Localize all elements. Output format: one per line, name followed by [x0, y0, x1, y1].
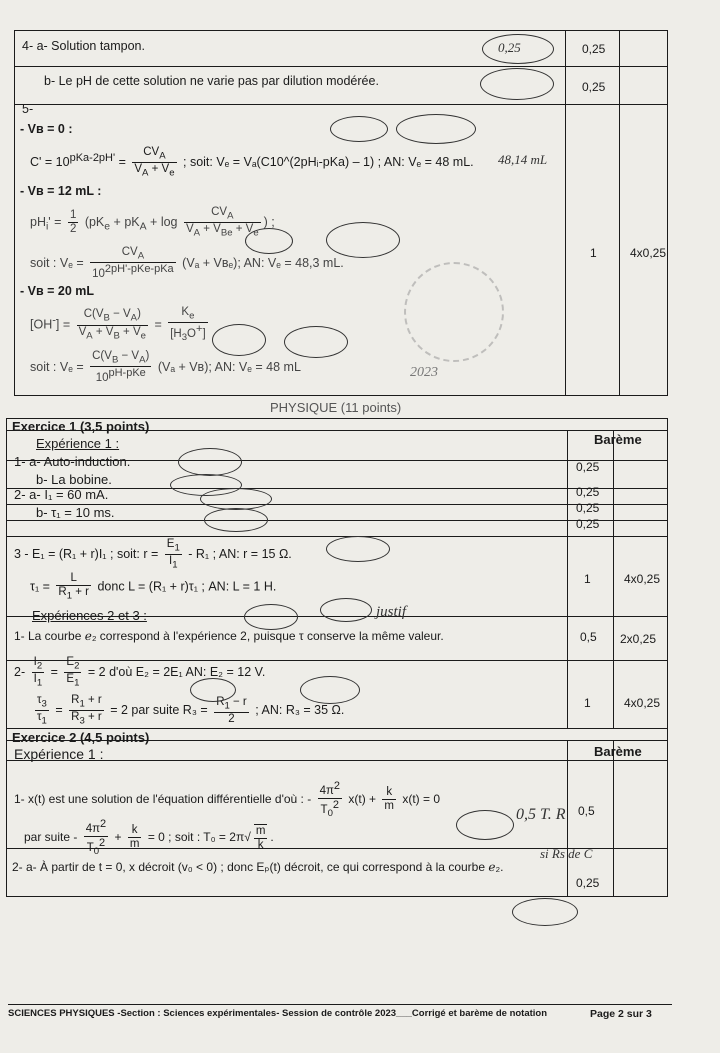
q5-detail: 4x0,25: [630, 246, 667, 260]
grader-circle: [190, 678, 236, 702]
ex1-q1a: 1- a- Auto-induction.: [14, 454, 131, 469]
grader-side-note: 48,14 mL: [498, 152, 548, 167]
q4b-mark: 0,25: [582, 80, 606, 94]
vb20-soit-equation: soit : Vₑ = $\frac{C(V_B - V_A)}{10^{pH-pKe}}$ (Vₐ + Vʙ); AN: Vₑ = 48 mL: [30, 350, 301, 385]
ex1-qb2-line2: $\frac{\tau_3}{\tau_1}$ = $\frac{R_1 + r}{R_3 + r}$ = 2 par suite R₃ = $\frac{R_1 - r}{2}$ ; AN: R₃ = 35 Ω.: [37, 694, 345, 727]
vb0-soit: ; soit: Vₑ = Vₐ(C10^(2pHᵢ-pKa) – 1) ; AN: Vₑ = 48 mL.: [183, 155, 474, 170]
grader-circle: [326, 222, 400, 258]
ex1-q3-mark: 1: [584, 572, 591, 586]
ex2-q1-mark: 0,5: [578, 804, 595, 818]
ex2-exp1: Expérience 1 :: [14, 746, 104, 762]
grader-circle: [512, 898, 578, 926]
ex1-q3-line2: τ₁ = $\frac{L}{R_1 + r}$ donc L = (R₁ + r)τ₁ ; AN: L = 1 H.: [30, 572, 277, 602]
physique-title: PHYSIQUE (11 points): [270, 400, 402, 415]
grader-circle: [212, 324, 266, 356]
exercise1-bareme: Barème: [594, 432, 642, 447]
grader-circle: [178, 448, 242, 476]
ex2-q1-line2: par suite - $\frac{4\pi^2}{T_0^2}$ + $\frac{k}{m}$ = 0 ; soit : T₀ = 2π√ $\frac{m}{k}$ .: [24, 818, 274, 857]
exercise2-title: Exercice 2 (4,5 points): [12, 730, 150, 745]
ex1-q1a-mark: 0,25: [576, 460, 600, 474]
ex1-qb1-detail: 2x0,25: [620, 632, 657, 646]
q4b-text: b- Le pH de cette solution ne varie pas par dilution modérée.: [44, 74, 379, 88]
vb20-label: - Vʙ = 20 mL: [20, 284, 95, 298]
exercise2-bareme: Barème: [594, 744, 642, 759]
vb12-label: - Vʙ = 12 mL :: [20, 184, 102, 198]
grader-circle: [456, 810, 514, 840]
ex2-q2a-mark: 0,25: [576, 876, 600, 890]
ex1-qb1-mark: 0,5: [580, 630, 597, 644]
ex1-q2a-mark: 0,25: [576, 501, 600, 515]
ex1-q2a: 2- a- I₁ = 60 mA.: [14, 487, 109, 502]
footer-left: SCIENCES PHYSIQUES -Section : Sciences expérimentales- Session de contrôle 2023___Corrigé et barème de notation: [8, 1008, 548, 1019]
grader-side-note: justif: [376, 604, 407, 620]
grader-circle: [330, 116, 388, 142]
vb0-fraction: $\frac{CV_A}{V_A + V_e}$: [134, 146, 175, 179]
grader-circle: [284, 326, 348, 358]
ex1-q2b-mark: 0,25: [576, 517, 600, 531]
ex2-q2a: 2- a- À partir de t = 0, x décroit (v₀ < 0) ; donc Eₚ(t) décroit, ce qui correspond à la courbe ℯ₂.: [12, 860, 504, 874]
footer-rule: [8, 1004, 672, 1005]
grader-circle: [204, 508, 268, 532]
grader-side-note: 0,5 T. R: [516, 806, 566, 823]
grader-circle: [480, 68, 554, 100]
footer-page-number: Page 2 sur 3: [590, 1008, 652, 1020]
grader-circle: [245, 228, 293, 254]
grader-circle: [326, 536, 390, 562]
grader-circle: [320, 598, 372, 622]
grader-note: 0,25: [498, 40, 521, 55]
stamp-date: 2023: [410, 365, 438, 380]
ex1-qb2-line1: 2- $\frac{I_2}{I_1}$ = $\frac{E_2}{E_1}$ = 2 d'où E₂ = 2E₁ AN: E₂ = 12 V.: [14, 656, 266, 689]
ex1-qb1: 1- La courbe ℯ₂ correspond à l'expérience 2, puisque τ conserve la même valeur.: [14, 629, 444, 643]
q5-label: 5-: [22, 102, 34, 116]
ex1-qb2-detail: 4x0,25: [624, 696, 661, 710]
vb12-soit-equation: soit : Vₑ = $\frac{CV_A}{10^{2pH'-pKe-pKa}}$ (Vₐ + Vʙₑ); AN: Vₑ = 48,3 mL.: [30, 246, 344, 281]
grader-circle: [244, 604, 298, 630]
ex1-q2b: b- τ₁ = 10 ms.: [36, 505, 115, 520]
grader-circle: [396, 114, 476, 144]
grader-circle: [200, 488, 272, 510]
grader-side-note: si Rs de C: [540, 846, 593, 861]
ex1-exp1: Expérience 1 :: [36, 436, 120, 451]
ex1-qb2-mark: 1: [584, 696, 591, 710]
vb20-oh-equation: [OH-] = $\frac{C(V_B - V_A)}{V_A + V_B + V_e}$ = $\frac{K_e}{[H_3O^+]}$: [30, 306, 206, 344]
vb0-equation: $C' = 10^{pKa-2pH'}$ = $\frac{CV_A}{V_A + V_e}$ ; soit: Vₑ = Vₐ(C10^(2pHᵢ-pKa) – 1) ; AN: Vₑ = 48 mL.: [30, 146, 474, 179]
vb12-ph-equation: $pH_i'$ = $\frac{1}{2}$ ($pK_e + pK_A + \log$ $\frac{CV_A}{V_A + V_{Be} + V_e}$ ) ;: [30, 206, 275, 239]
q4a-mark: 0,25: [582, 42, 606, 56]
ex1-q1b-mark: 0,25: [576, 485, 600, 499]
ex2-q1-line1: 1- x(t) est une solution de l'équation différentielle d'où : - $\frac{4\pi^2}{T_0^2}$ x(t) + $\frac{k}{m}$ x(t) = 0: [14, 780, 441, 819]
q5-mark: 1: [590, 246, 597, 260]
official-stamp: [404, 262, 504, 362]
ex1-q3-detail: 4x0,25: [624, 572, 661, 586]
grader-circle: [300, 676, 360, 704]
ex1-q3-line1: 3 - E₁ = (R₁ + r)I₁ ; soit: r = $\frac{E_1}{I_1}$ - R₁ ; AN: r = 15 Ω.: [14, 538, 292, 571]
exercise1-title: Exercice 1 (3,5 points): [12, 419, 150, 434]
q4a-text: 4- a- Solution tampon.: [22, 39, 145, 53]
vb0-label: - Vʙ = 0 :: [20, 122, 73, 136]
ex1-exp23: Expériences 2 et 3 :: [32, 608, 147, 623]
ex1-q1b: b- La bobine.: [36, 472, 112, 487]
